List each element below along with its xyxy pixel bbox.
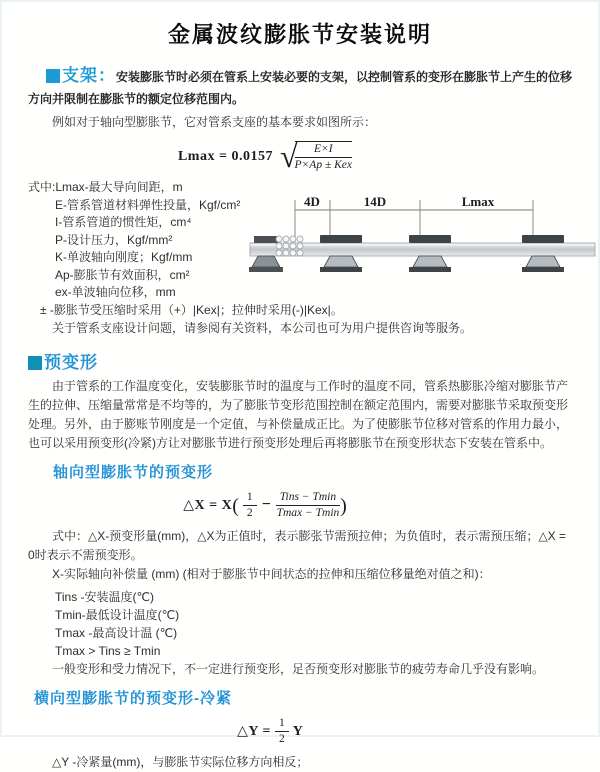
plus-minus-rule-line: ± -膨胀节受压缩时采用（+）|Kex|；拉伸时采用(-)|Kex|。 (40, 302, 343, 317)
formula-lmax-fraction (295, 141, 353, 172)
fraction-numerator: 1 (275, 717, 289, 732)
section-marker-icon (28, 356, 42, 370)
definition-line: 式中:Lmax-最大导向间距，m (28, 180, 183, 194)
dimension-label-lmax: Lmax (461, 194, 495, 209)
open-paren: ( (232, 495, 239, 518)
fraction-denominator: 2 (246, 507, 253, 519)
axial-note: 一般变形和受力情况下，不一定进行预变形，足否预变形对膨胀节的疲劳寿命几乎没有影响。 (52, 662, 545, 676)
formula-delta-y (28, 717, 512, 746)
definition-line: Tmin-最低设计温度(℃) (55, 608, 180, 622)
formula-lmax (28, 138, 502, 174)
axial-subheading: 轴向型膨胀节的预变形 (53, 464, 214, 481)
fraction-numerator: E×I (295, 143, 353, 158)
definition-line: K-单波轴向刚度；Kgf/mm (55, 250, 193, 264)
support-lead-text: 安装膨胀节时必须在管系上安装必要的支架，以控制管系的变形在膨胀节上产生的位移方向并限制在膨胀节的额定位移范围内。 (28, 70, 573, 106)
dimension-label-4d: 4D (304, 194, 320, 209)
fraction-denominator: Tmax − Tmin (276, 507, 340, 519)
lateral-para: △Y -冷紧量(mm)，与膨胀节实际位移方向相反； (52, 755, 309, 769)
page-title: 金属波纹膨胀节安装说明 (167, 22, 432, 47)
support-section-heading: 支架： (62, 66, 116, 85)
formula-delta-x (28, 491, 502, 520)
one-half-fraction (275, 717, 289, 746)
sqrt-radical-group (279, 138, 353, 174)
formula-dx-lhs: △X = X (183, 498, 233, 514)
axial-para2: X-实际轴向补偿量 (mm) (相对于膨胀节中间状态的拉伸和压缩位移量绝对值之和)： (52, 567, 491, 581)
radical-sign: √ (279, 138, 298, 174)
predeform-section-heading (28, 348, 572, 373)
minus-sign: − (261, 496, 271, 514)
definition-line: I-管系管道的惯性矩，cm⁴ (55, 215, 192, 229)
section-marker-icon (46, 69, 60, 83)
definition-line: ex-单波轴向位移，mm (55, 285, 176, 299)
formula-dy-rhs: Y (292, 724, 303, 740)
axial-definitions-list (28, 588, 572, 660)
definition-line: Tmax -最高设计温 (℃) (55, 626, 178, 640)
definition-line: Tins -安装温度(℃) (55, 590, 155, 604)
fraction-numerator: 1 (243, 491, 257, 506)
predeform-heading-text: 预变形 (44, 353, 98, 372)
consult-note-line: 关于管系支座设计问题，请参阅有关资料，本公司也可为用户提供咨询等服务。 (52, 321, 473, 335)
fraction-denominator: P×Ap ± Kex (294, 159, 353, 171)
pipe-guide-diagram (246, 192, 598, 282)
formula-lmax-lhs: Lmax = 0.0157 (177, 149, 273, 165)
definition-line: Ap-膨胀节有效面积，cm² (55, 267, 190, 282)
definition-line: E-管系管道材料弹性投量，Kgf/cm² (55, 197, 241, 212)
support-lead-paragraph (28, 65, 572, 110)
one-half-fraction (243, 491, 257, 520)
axial-para1: 式中：△X-预变形量(mm)，△X为正值时，表示膨张节需预拉伸；为负值时，表示需预压缩；△X = 0时表示不需预变形。 (28, 529, 567, 562)
temperature-fraction (276, 491, 340, 520)
support-example-text: 例如对于轴向型膨胀节，它对管系支座的基本要求如图所示： (52, 115, 377, 129)
fraction-denominator: 2 (278, 733, 285, 745)
definition-line: Tmax > Tins ≥ Tmin (55, 644, 161, 658)
dimension-label-14d: 14D (363, 194, 387, 209)
fraction-numerator: Tins − Tmin (276, 491, 340, 506)
formula-dy-lhs: △Y = (237, 724, 271, 740)
predeform-body-paragraph: 由于管系的工作温度变化，安装膨胀节时的温度与工作时的温度不同，管系热膨胀冷缩对膨胀节产生的拉伸、压缩量常常是不均等的，为了膨胀节变形范围控制在额定范围内，需要对膨胀节采取预变形处理。另外，由于膨账节刚度是一个定值，与补偿量成正比。为了使膨胀节位移对管系的作用力最小，也可以采用预变形(冷紧)方让对膨胀节进行预变形处理后再将膨胀节在预变形状态下安装在管系中。 (28, 379, 569, 450)
lateral-subheading: 横向型膨胀节的预变形-冷紧 (34, 690, 232, 707)
close-paren: ) (340, 495, 347, 518)
definition-line: P-设计压力，Kgf/mm² (55, 232, 173, 247)
